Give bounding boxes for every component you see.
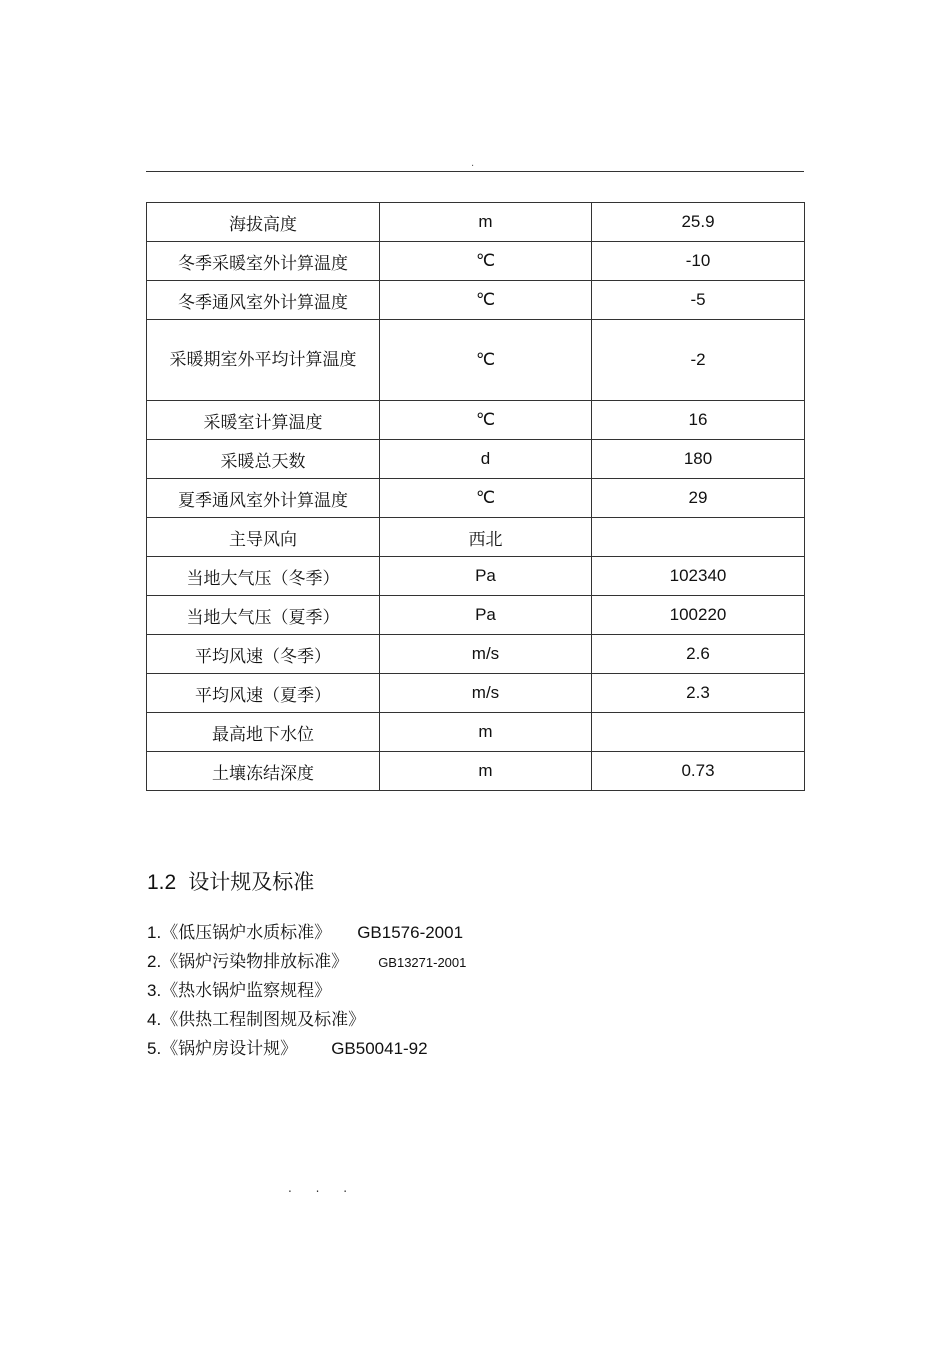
param-unit: 西北: [380, 518, 592, 557]
param-name: 主导风向: [147, 518, 380, 557]
list-item-code: GB13271-2001: [378, 955, 467, 970]
list-item: [147, 979, 466, 1008]
param-value: 2.6: [592, 635, 805, 674]
param-unit: m/s: [380, 674, 592, 713]
list-item: [147, 921, 466, 950]
param-value: 100220: [592, 596, 805, 635]
table-row: [147, 713, 805, 752]
param-value: 2.3: [592, 674, 805, 713]
param-value: -10: [592, 242, 805, 281]
table-row: [147, 557, 805, 596]
param-value: -5: [592, 281, 805, 320]
param-name: 采暖室计算温度: [147, 401, 380, 440]
section-number: 1.2: [147, 871, 177, 894]
list-item-index: 3.: [147, 981, 162, 1000]
param-value: [592, 713, 805, 752]
param-value: 16: [592, 401, 805, 440]
param-name: 海拔高度: [147, 203, 380, 242]
list-item-title: 《锅炉房设计规》: [161, 1039, 298, 1059]
list-item-title: 《低压锅炉水质标准》: [161, 923, 332, 943]
table-row: [147, 281, 805, 320]
list-item-index: 5.: [147, 1039, 162, 1058]
climate-parameters-table: [146, 202, 805, 791]
param-unit: m: [380, 752, 592, 791]
section-heading: [147, 866, 314, 896]
param-name: 平均风速（冬季）: [147, 635, 380, 674]
param-value: 29: [592, 479, 805, 518]
param-unit: ℃: [380, 281, 592, 320]
list-item-code: GB50041-92: [331, 1039, 428, 1058]
list-item-index: 2.: [147, 952, 162, 971]
table-row: [147, 752, 805, 791]
param-name: 冬季通风室外计算温度: [147, 281, 380, 320]
standards-list: [147, 921, 466, 1066]
list-item-title: 《锅炉污染物排放标准》: [161, 952, 349, 972]
param-value: 25.9: [592, 203, 805, 242]
table-row: [147, 242, 805, 281]
param-name: 当地大气压（冬季）: [147, 557, 380, 596]
param-name: 夏季通风室外计算温度: [147, 479, 380, 518]
list-item: [147, 1037, 466, 1066]
param-unit: ℃: [380, 401, 592, 440]
param-name: 采暖总天数: [147, 440, 380, 479]
param-name: 当地大气压（夏季）: [147, 596, 380, 635]
param-unit: m/s: [380, 635, 592, 674]
table-row: [147, 320, 805, 401]
list-item-title: 《热水锅炉监察规程》: [161, 981, 332, 1001]
param-unit: d: [380, 440, 592, 479]
table-row: [147, 479, 805, 518]
table-row: [147, 203, 805, 242]
list-item-index: 1.: [147, 923, 162, 942]
param-name: 平均风速（夏季）: [147, 674, 380, 713]
list-item-index: 4.: [147, 1010, 162, 1029]
param-unit: ℃: [380, 320, 592, 401]
param-value: 102340: [592, 557, 805, 596]
param-unit: m: [380, 713, 592, 752]
table-row: [147, 440, 805, 479]
table-row: [147, 635, 805, 674]
table-row: [147, 596, 805, 635]
table-row: [147, 518, 805, 557]
page-footer-mark: . . .: [288, 1181, 358, 1195]
param-value: 0.73: [592, 752, 805, 791]
table-row: [147, 401, 805, 440]
section-title: 设计规及标准: [188, 870, 315, 894]
list-item: [147, 950, 466, 979]
param-name: 最高地下水位: [147, 713, 380, 752]
param-value: [592, 518, 805, 557]
page-header-mark: .: [471, 158, 475, 169]
param-unit: ℃: [380, 479, 592, 518]
param-unit: Pa: [380, 557, 592, 596]
param-value: 180: [592, 440, 805, 479]
param-name: 采暖期室外平均计算温度: [147, 320, 380, 401]
param-unit: ℃: [380, 242, 592, 281]
param-name: 土壤冻结深度: [147, 752, 380, 791]
param-unit: Pa: [380, 596, 592, 635]
table-row: [147, 674, 805, 713]
param-name: 冬季采暖室外计算温度: [147, 242, 380, 281]
param-unit: m: [380, 203, 592, 242]
list-item: [147, 1008, 466, 1037]
header-rule: [146, 171, 804, 172]
list-item-title: 《供热工程制图规及标准》: [161, 1010, 366, 1030]
list-item-code: GB1576-2001: [357, 923, 464, 942]
param-value: -2: [592, 320, 805, 401]
